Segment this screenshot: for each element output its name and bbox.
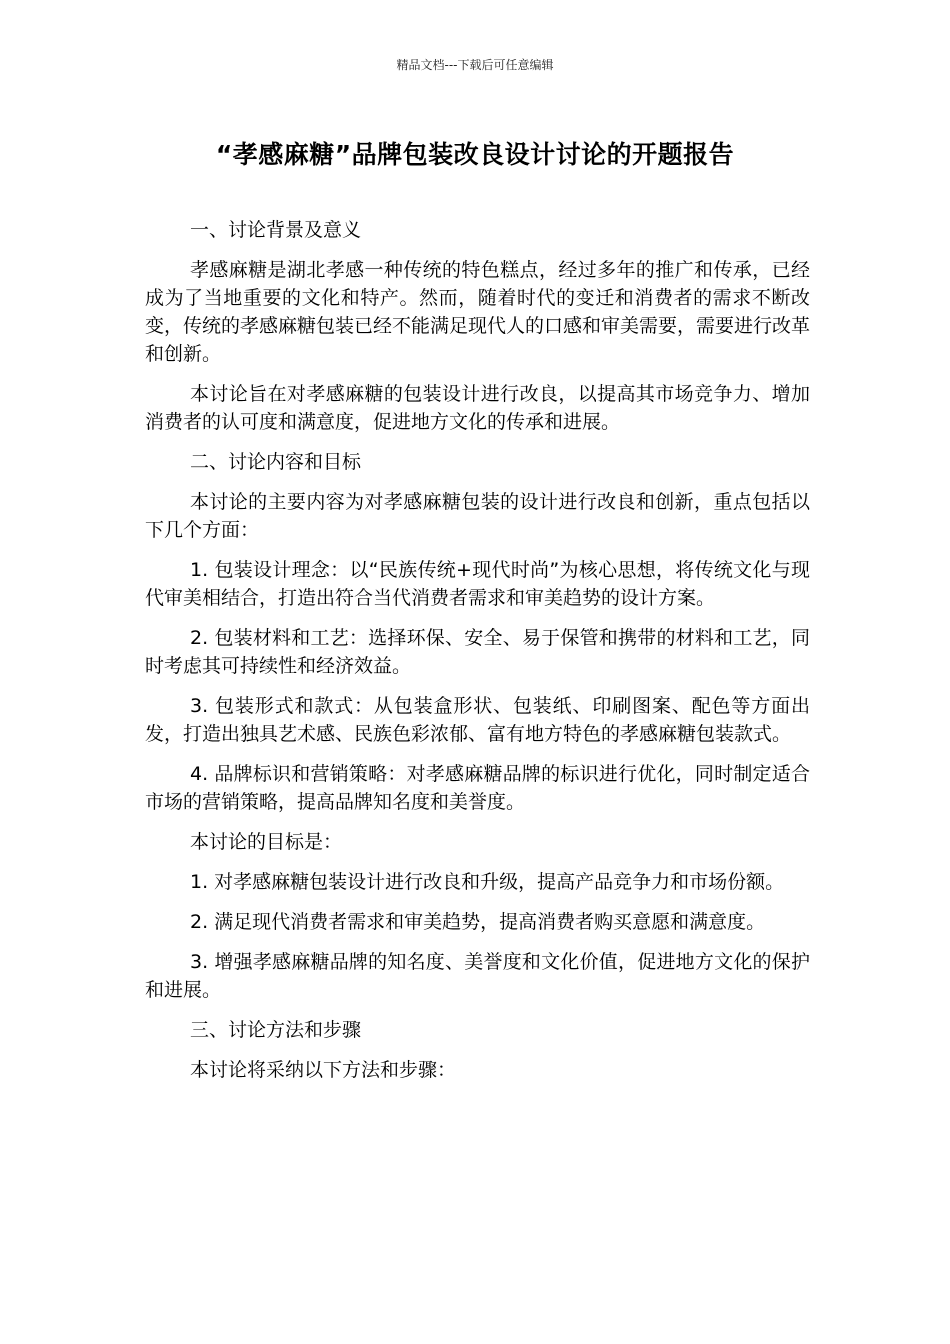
section-heading-3: 三、讨论方法和步骤 — [190, 1019, 362, 1041]
list-item-goal-3: 3. 增强孝感麻糖品牌的知名度、美誉度和文化价值，促进地方文化的保护和进展。 — [145, 951, 810, 1001]
list-item-goal-2: 2. 满足现代消费者需求和审美趋势，提高消费者购买意愿和满意度。 — [190, 911, 766, 933]
paragraph-goals-intro: 本讨论的目标是： — [190, 831, 343, 853]
header-note: 精品文档---下载后可任意编辑 — [396, 58, 554, 72]
list-item-goal-1: 1. 对孝感麻糖包装设计进行改良和升级，提高产品竞争力和市场份额。 — [190, 871, 785, 893]
paragraph-methods-intro: 本讨论将采纳以下方法和步骤： — [190, 1059, 457, 1081]
paragraph-content-intro: 本讨论的主要内容为对孝感麻糖包装的设计进行改良和创新，重点包括以下几个方面： — [145, 491, 810, 541]
paragraph-background: 孝感麻糖是湖北孝感一种传统的特色糕点，经过多年的推广和传承，已经成为了当地重要的文化和特产。然而，随着时代的变迁和消费者的需求不断改变，传统的孝感麻糖包装已经不能满足现代人的口感和审美需要，需要进行改革和创新。 — [145, 259, 811, 365]
section-heading-2: 二、讨论内容和目标 — [190, 451, 362, 473]
list-item-form-style: 3. 包装形式和款式：从包装盒形状、包装纸、印刷图案、配色等方面出发，打造出独具艺术感、民族色彩浓郁、富有地方特色的孝感麻糖包装款式。 — [145, 695, 810, 745]
document-body — [145, 216, 810, 1096]
list-item-materials: 2. 包装材料和工艺：选择环保、安全、易于保管和携带的材料和工艺，同时考虑其可持续性和经济效益。 — [145, 627, 810, 677]
section-heading-1: 一、讨论背景及意义 — [190, 219, 362, 241]
document-title: “孝感麻糖”品牌包装改良设计讨论的开题报告 — [215, 140, 735, 169]
list-item-branding: 4. 品牌标识和营销策略：对孝感麻糖品牌的标识进行优化，同时制定适合市场的营销策略，提高品牌知名度和美誉度。 — [145, 763, 810, 813]
paragraph-purpose: 本讨论旨在对孝感麻糖的包装设计进行改良，以提高其市场竞争力、增加消费者的认可度和满意度，促进地方文化的传承和进展。 — [145, 383, 810, 433]
list-item-design-concept: 1. 包装设计理念：以“民族传统+现代时尚”为核心思想，将传统文化与现代审美相结合，打造出符合当代消费者需求和审美趋势的设计方案。 — [145, 559, 810, 609]
